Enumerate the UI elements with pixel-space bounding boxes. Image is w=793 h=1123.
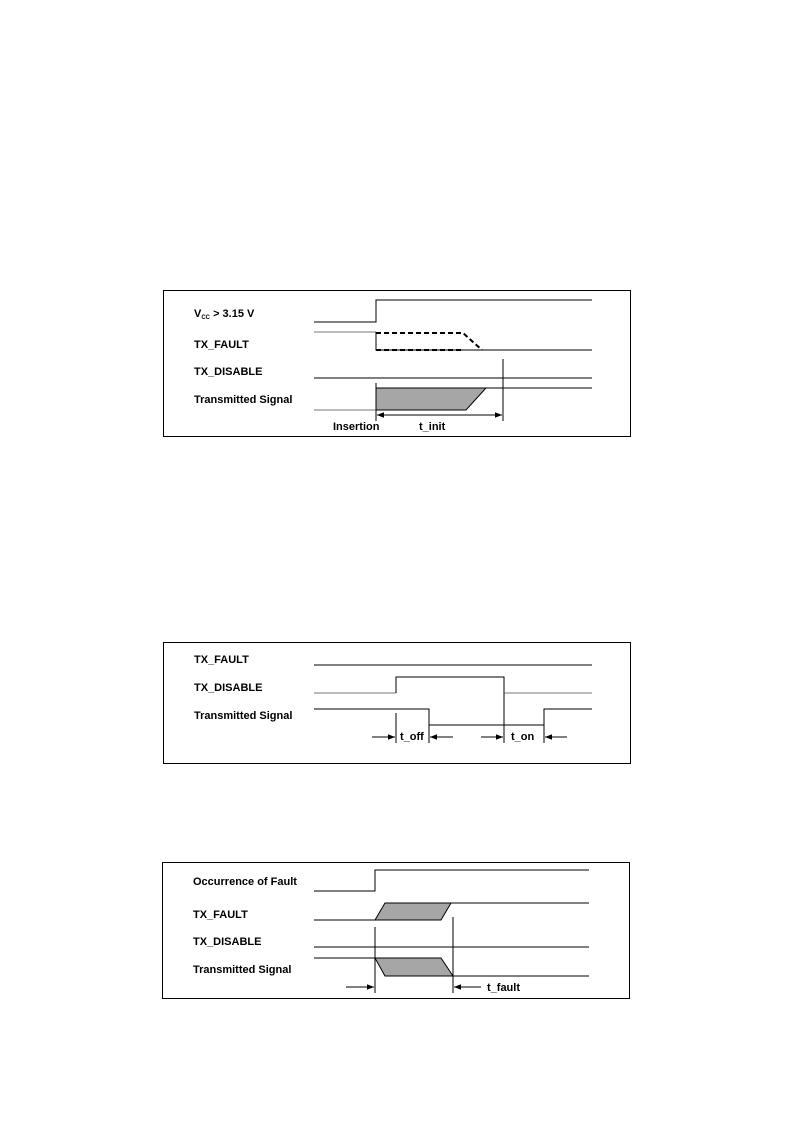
transmitted-signal-label: Transmitted Signal [194, 710, 293, 722]
t-on-label: t_on [511, 731, 535, 743]
tx-fault-transition-region [375, 903, 451, 920]
timing-diagram-initialization [163, 290, 631, 437]
tx-disable-label: TX_DISABLE [193, 936, 262, 948]
tx-disable-waveforms [164, 643, 632, 765]
fault-waveforms [163, 863, 631, 1000]
tx-disable-label: TX_DISABLE [194, 682, 263, 694]
transmitted-signal-label: Transmitted Signal [193, 964, 292, 976]
transmitted-signal-label: Transmitted Signal [194, 394, 293, 406]
insertion-label: Insertion [333, 421, 380, 433]
tx-fault-label: TX_FAULT [194, 339, 249, 351]
vcc-waveform [314, 300, 592, 322]
initialization-waveforms [164, 291, 632, 438]
tx-signal-transition-region [375, 958, 453, 976]
tx-fault-undefined-high [376, 333, 482, 350]
tx-signal-waveform [314, 709, 592, 725]
fault-occurrence-waveform [314, 870, 589, 891]
t-fault-label: t_fault [487, 982, 520, 994]
tx-fault-label: TX_FAULT [193, 909, 248, 921]
vcc-label: VCC > 3.15 V [194, 308, 255, 321]
occurrence-of-fault-label: Occurrence of Fault [193, 876, 297, 888]
tx-fault-label: TX_FAULT [194, 654, 249, 666]
tx-fault-waveform-step [376, 332, 592, 350]
t-off-label: t_off [400, 731, 424, 743]
t-init-label: t_init [419, 421, 446, 433]
tx-disable-label: TX_DISABLE [194, 366, 263, 378]
timing-diagram-tx-disable [163, 642, 631, 764]
timing-diagram-fault [162, 862, 630, 999]
tx-disable-pulse [396, 677, 504, 693]
tx-signal-undefined-region [376, 388, 486, 410]
